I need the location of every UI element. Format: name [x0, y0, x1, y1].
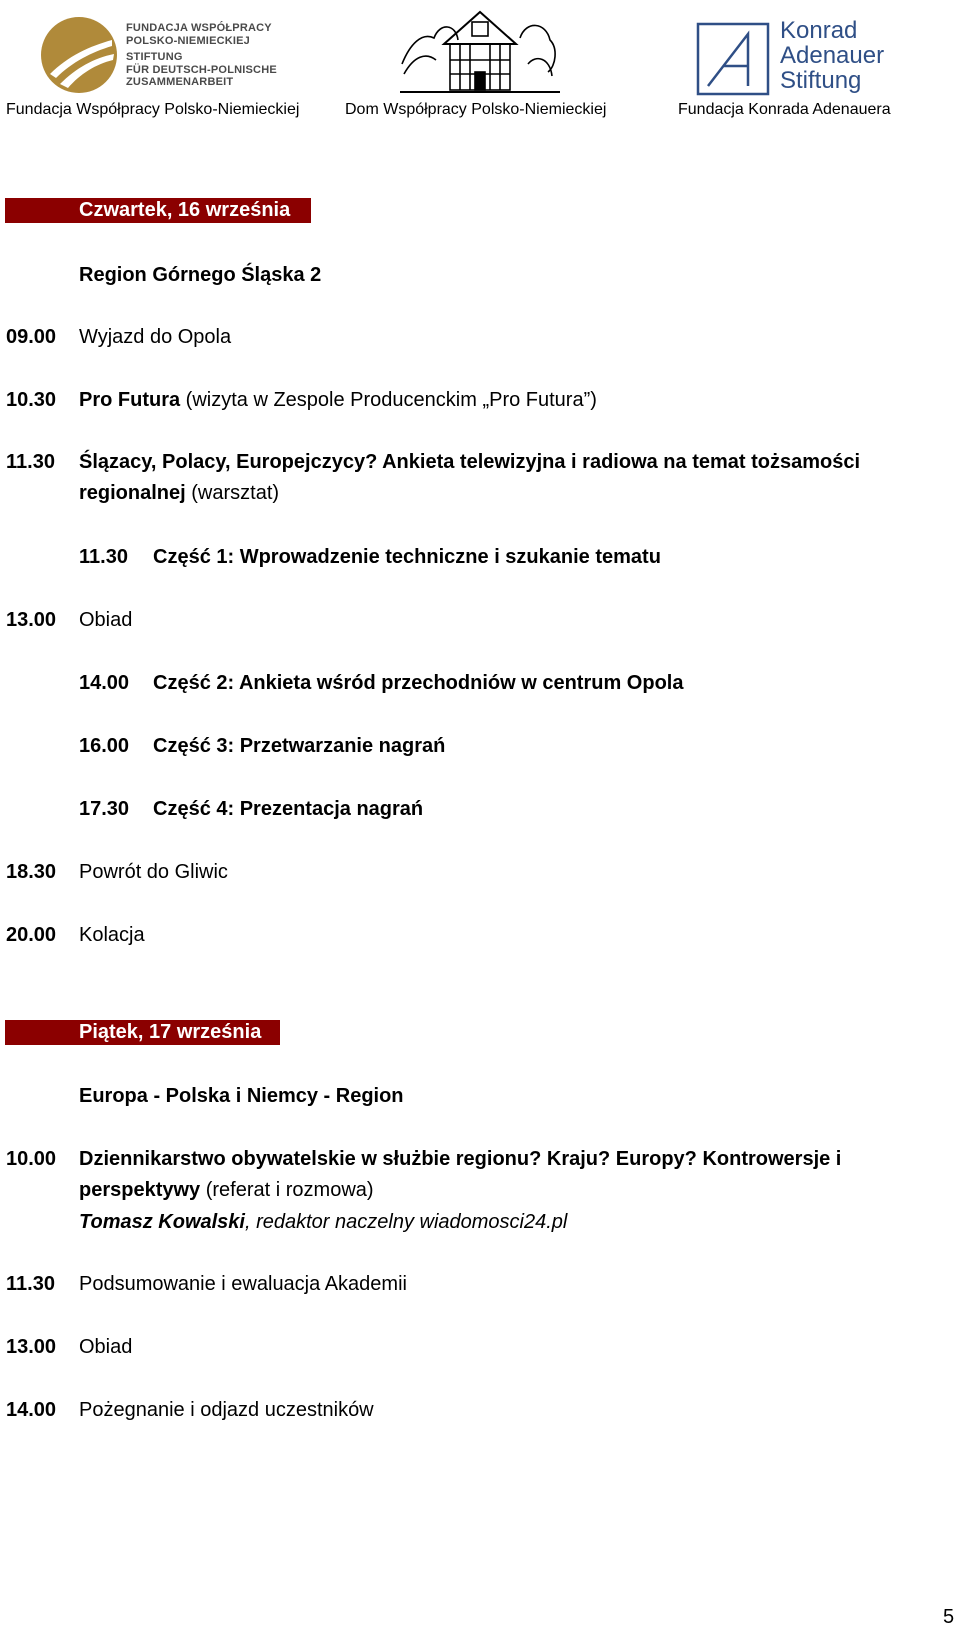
agenda-bold: regionalnej: [79, 482, 186, 504]
time: 16.00: [79, 735, 130, 757]
agenda-rest: (wizyta w Zespole Producenckim „Pro Futura”): [180, 389, 597, 411]
agenda-text-line2: [79, 481, 279, 505]
speaker-role: , redaktor naczelny wiadomosci24.pl: [244, 1211, 568, 1233]
time: 11.30: [79, 546, 128, 568]
kas-logo-icon: [696, 22, 770, 96]
kas-line: Adenauer: [780, 42, 885, 69]
time: 10.00: [6, 1148, 57, 1170]
agenda-text: [79, 388, 597, 412]
time: 17.30: [79, 798, 130, 820]
agenda-rest: (warsztat): [185, 482, 280, 504]
time: 14.00: [79, 672, 130, 694]
agenda-rest: (referat i rozmowa): [200, 1179, 374, 1201]
section-title: Europa - Polska i Niemcy - Region: [79, 1085, 404, 1107]
agenda-text: Kolacja: [79, 924, 145, 946]
speaker-name: Tomasz Kowalski: [79, 1211, 245, 1233]
agenda-text: Obiad: [79, 1336, 133, 1358]
house-sketch-icon: [400, 4, 560, 96]
fwpn-logo-icon: [40, 16, 118, 94]
section-title: Region Górnego Śląska 2: [79, 264, 322, 286]
time: 20.00: [6, 924, 57, 946]
agenda-bold: perspektywy: [79, 1179, 201, 1201]
caption-dom: Dom Współpracy Polsko-Niemieckiej: [345, 101, 607, 118]
agenda-text-line2: [79, 1178, 374, 1202]
time: 11.30: [6, 1273, 55, 1295]
agenda-text: Dziennikarstwo obywatelskie w służbie regionu? Kraju? Europy? Kontrowersje i: [79, 1148, 842, 1170]
fwpn-line: ZUSAMMENARBEIT: [126, 76, 234, 88]
time: 11.30: [6, 451, 55, 473]
day-header-text: Czwartek, 16 września: [79, 199, 291, 221]
kas-logo-text: [780, 18, 884, 93]
agenda-text: Powrót do Gliwic: [79, 861, 228, 883]
day-header-text: Piątek, 17 września: [79, 1021, 262, 1043]
time: 10.30: [6, 389, 57, 411]
speaker-line: [79, 1210, 567, 1234]
agenda-text: Część 2: Ankieta wśród przechodniów w centrum Opola: [153, 672, 684, 694]
day-header-bar: [5, 198, 311, 223]
agenda-text: Pożegnanie i odjazd uczestników: [79, 1399, 374, 1421]
agenda-text: Część 1: Wprowadzenie techniczne i szukanie tematu: [153, 546, 661, 568]
agenda-text: Część 3: Przetwarzanie nagrań: [153, 735, 446, 757]
caption-kas: Fundacja Konrada Adenauera: [678, 101, 891, 118]
kas-line: Konrad: [780, 17, 858, 44]
agenda-text: Ślązacy, Polacy, Europejczycy? Ankieta telewizyjna i radiowa na temat tożsamości: [79, 451, 861, 473]
fwpn-line: FUNDACJA WSPÓŁPRACY: [126, 22, 272, 34]
agenda-text: Część 4: Prezentacja nagrań: [153, 798, 424, 820]
agenda-text: Podsumowanie i ewaluacja Akademii: [79, 1273, 407, 1295]
day-header-bar: [5, 1020, 280, 1045]
time: 14.00: [6, 1399, 57, 1421]
fwpn-line: FÜR DEUTSCH-POLNISCHE: [126, 63, 277, 76]
page-number: 5: [943, 1606, 955, 1628]
agenda-text: Obiad: [79, 609, 133, 631]
fwpn-line: STIFTUNG: [126, 51, 183, 63]
time: 18.30: [6, 861, 57, 883]
agenda-bold: Pro Futura: [79, 389, 181, 411]
kas-line: Stiftung: [780, 67, 862, 94]
agenda-text: Wyjazd do Opola: [79, 326, 232, 348]
time: 13.00: [6, 609, 57, 631]
fwpn-line: POLSKO-NIEMIECKIEJ: [126, 34, 251, 47]
caption-fwpn: Fundacja Współpracy Polsko-Niemieckiej: [6, 101, 300, 118]
fwpn-logo-text: [126, 22, 277, 89]
time: 09.00: [6, 326, 57, 348]
time: 13.00: [6, 1336, 57, 1358]
